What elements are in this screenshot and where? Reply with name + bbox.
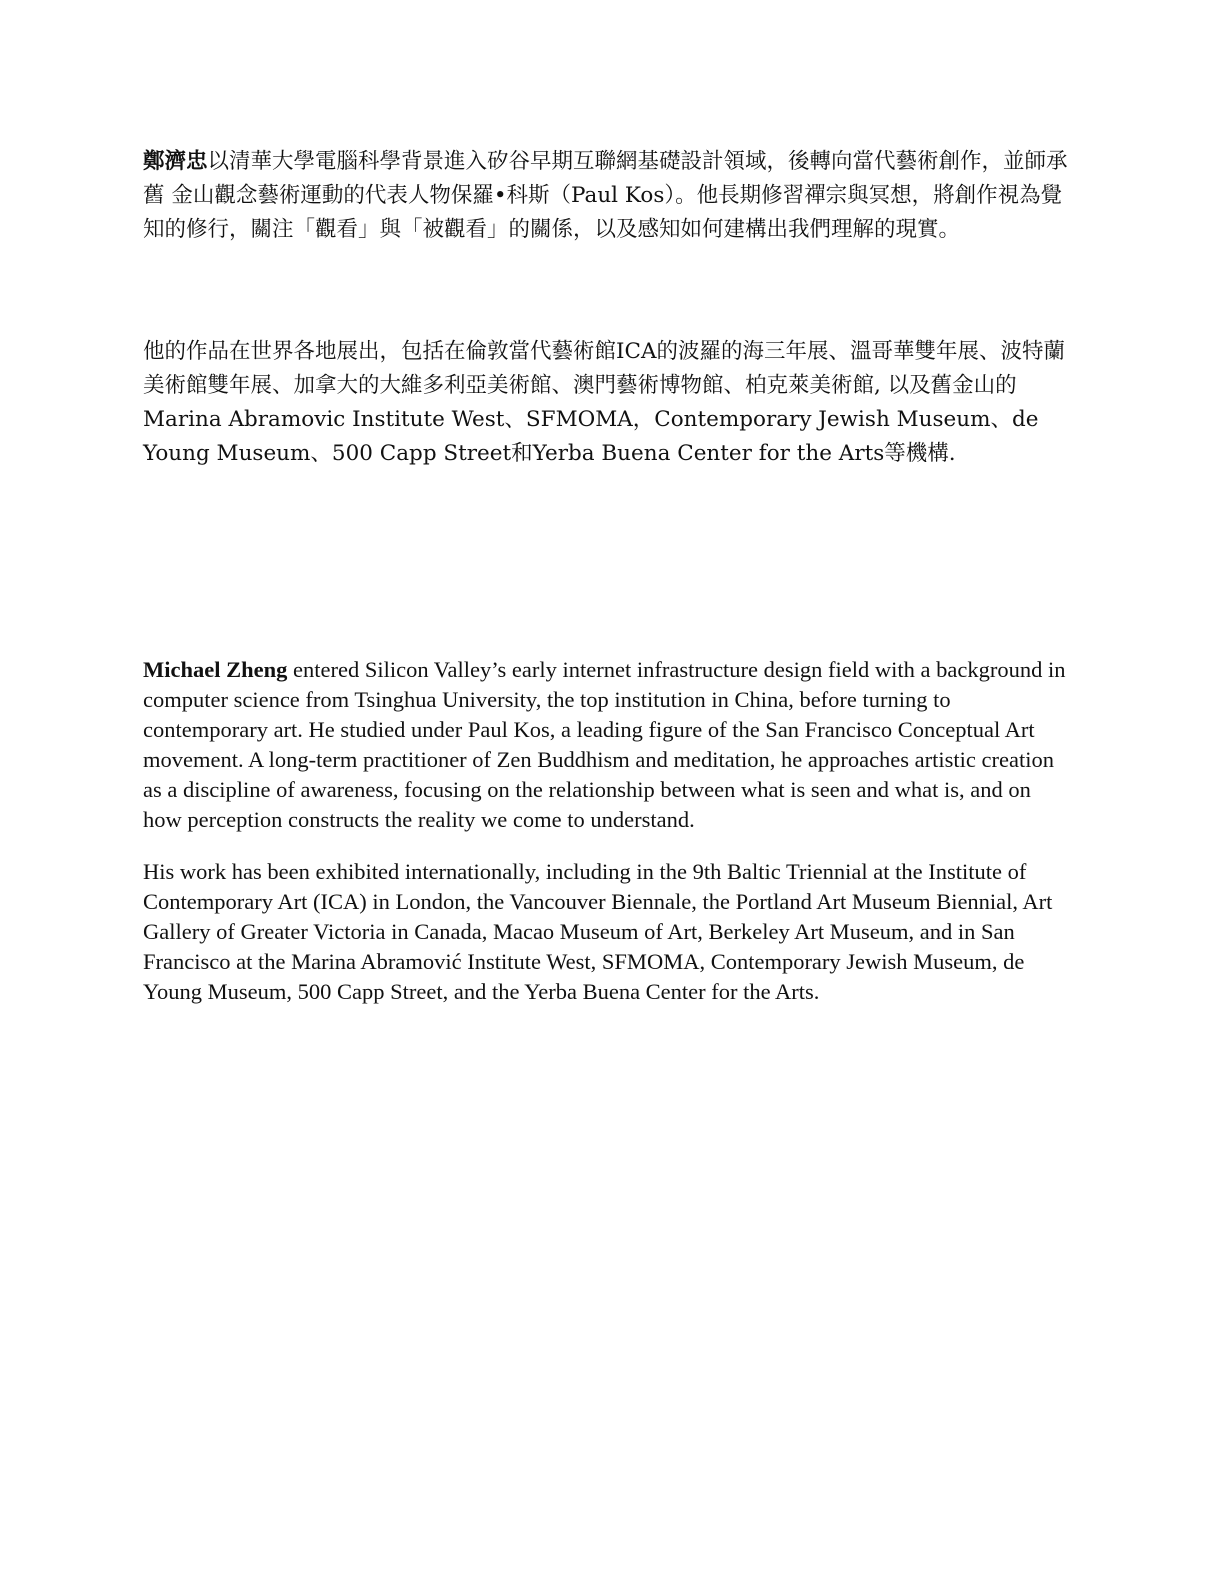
chinese-bio-paragraph: [143, 145, 1078, 247]
chinese-exhibitions-paragraph: 他的作品在世界各地展出，包括在倫敦當代藝術館ICA的波羅的海三年展、溫哥華雙年展、波特蘭美術館雙年展、加拿大的大維多利亞美術館、澳門藝術博物館、柏克萊美術館, 以及舊金山的Marina Abramovic Institute West、SFMOMA，Contemporary Jewish Museum、de Young Museum、500 Capp Street和Yerba Buena Center for the Arts等機構.: [143, 339, 1065, 466]
english-bio-paragraph: [143, 655, 1073, 835]
english-exhibitions-paragraph: His work has been exhibited internationally, including in the 9th Baltic Triennial at the Institute of Contemporary Art (ICA) in London, the Vancouver Biennale, the Portland Art Museum Biennial, Art Gallery of Greater Victoria in Canada, Macao Museum of Art, Berkeley Art Museum, and in San Francisco at the Marina Abramović Institute West, SFMOMA, Contemporary Jewish Museum, de Young Museum, 500 Capp Street, and the Yerba Buena Center for the Arts.: [143, 859, 1053, 1004]
english-bio-text: entered Silicon Valley’s early internet infrastructure design field with a background in computer science from Tsinghua University, the top institution in China, before turning to contemporary art. He studied under Paul Kos, a leading figure of the San Francisco Conceptual Art movement. A long-term practitioner of Zen Buddhism and meditation, he approaches artistic creation as a discipline of awareness, focusing on the relationship between what is seen and what is, and on how perception constructs the reality we come to understand.: [143, 657, 1066, 832]
chinese-artist-name: 鄭濟忠: [143, 149, 208, 174]
english-artist-name: Michael Zheng: [143, 657, 288, 682]
chinese-bio-text: 以清華大學電腦科學背景進入矽谷早期互聯網基礎設計領域，後轉向當代藝術創作，並師承舊 金山觀念藝術運動的代表人物保羅•科斯（Paul Kos）。他長期修習禪宗與冥想，將創作視為覺知的修行，關注「觀看」與「被觀看」的關係，以及感知如何建構出我們理解的現實。: [143, 149, 1068, 242]
